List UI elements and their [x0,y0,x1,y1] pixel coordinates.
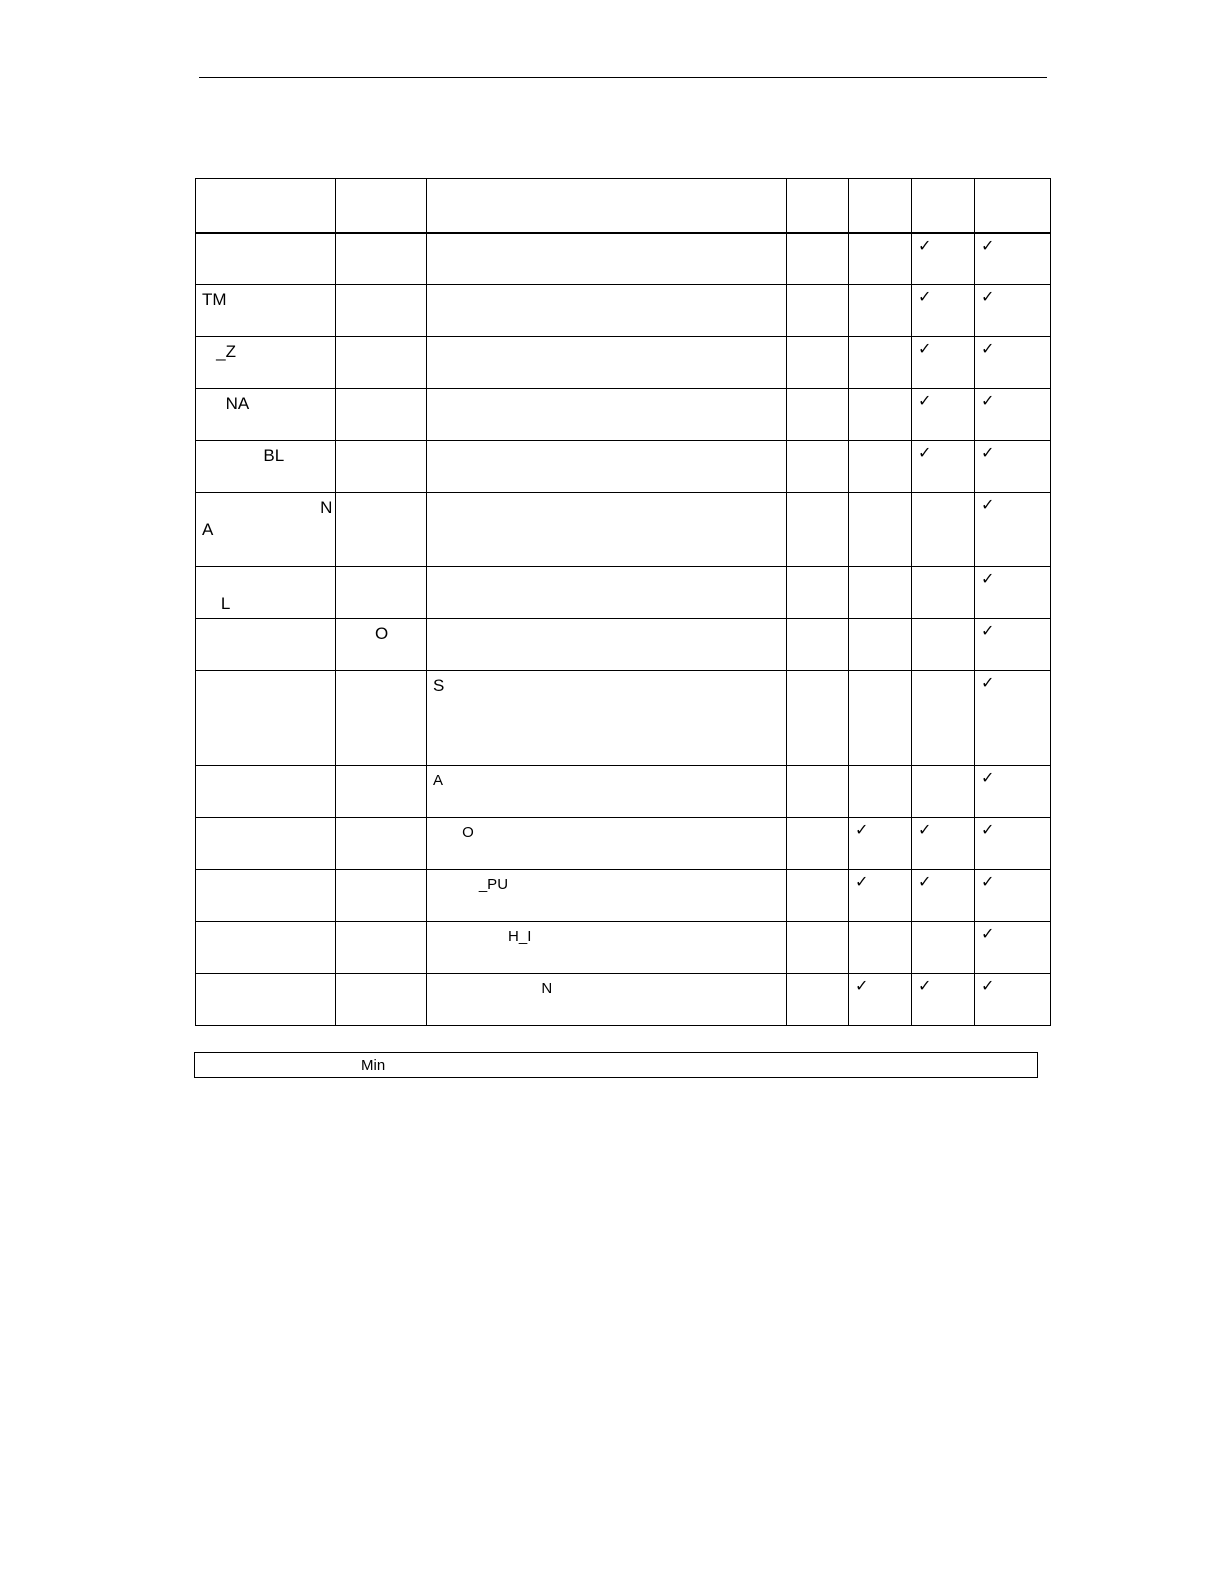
check-cell [912,233,975,285]
header-cell [787,179,849,233]
check-cell [975,389,1051,441]
check-cell [975,567,1051,619]
cell-text: _Z [202,342,237,361]
check-cell [975,766,1051,818]
header-cell [196,179,336,233]
check-cell [849,922,912,974]
cell-text: L [220,594,231,613]
check-cell [787,441,849,493]
checkmark-icon: ✓ [918,443,932,462]
table-cell [196,493,336,567]
footnote-text: Min [361,1057,386,1074]
table-cell [196,870,336,922]
cell-text: O [342,624,389,643]
table-cell [427,766,787,818]
feature-table [195,178,1051,1026]
table-cell [196,766,336,818]
table-cell [336,567,427,619]
checkmark-icon: ✓ [918,872,932,891]
table-cell [336,766,427,818]
header-cell [336,179,427,233]
checkmark-icon: ✓ [981,976,995,995]
check-cell [975,441,1051,493]
table-cell [196,441,336,493]
check-cell [849,974,912,1026]
table-row [196,567,1051,619]
check-cell [849,671,912,766]
table-cell [427,337,787,389]
check-cell [975,974,1051,1026]
table-cell [196,285,336,337]
table-cell [427,818,787,870]
checkmark-icon: ✓ [981,287,995,306]
checkmark-icon: ✓ [855,976,869,995]
check-cell [787,233,849,285]
table-body [196,179,1051,1026]
checkmark-icon: ✓ [981,768,995,787]
check-cell [912,922,975,974]
cell-text: _PU [433,876,509,893]
table-cell [196,619,336,671]
check-cell [975,233,1051,285]
checkmark-icon: ✓ [918,235,932,255]
table-row [196,974,1051,1026]
check-cell [975,619,1051,671]
check-cell [912,389,975,441]
table-row [196,493,1051,567]
table-cell [427,285,787,337]
table-cell [196,337,336,389]
check-cell [912,567,975,619]
check-cell [787,818,849,870]
checkmark-icon: ✓ [918,391,932,410]
checkmark-icon: ✓ [981,820,995,839]
checkmark-icon: ✓ [981,621,995,640]
cell-text: H_I [433,928,532,945]
checkmark-icon: ✓ [981,391,995,410]
checkmark-icon: ✓ [981,339,995,358]
check-cell [975,337,1051,389]
header-cell [975,179,1051,233]
table-cell [196,389,336,441]
check-cell [849,233,912,285]
checkmark-icon: ✓ [981,924,995,943]
check-cell [849,285,912,337]
check-cell [849,337,912,389]
cell-text: S [433,676,445,695]
check-cell [849,567,912,619]
table-row [196,389,1051,441]
table-cell [336,974,427,1026]
check-cell [912,337,975,389]
check-cell [849,441,912,493]
checkmark-icon: ✓ [981,872,995,891]
checkmark-icon: ✓ [855,872,869,891]
table-row [196,337,1051,389]
table-cell [336,493,427,567]
checkmark-icon: ✓ [918,339,932,358]
table-cell [427,619,787,671]
table-row [196,441,1051,493]
table-cell [336,671,427,766]
cell-text: N A [202,498,333,539]
check-cell [912,766,975,818]
check-cell [975,671,1051,766]
cell-text: N [433,980,553,997]
table-cell [427,389,787,441]
table-cell [427,922,787,974]
table-cell [427,567,787,619]
check-cell [975,818,1051,870]
table-cell [336,441,427,493]
table-cell [427,493,787,567]
table-cell [427,974,787,1026]
check-cell [787,870,849,922]
checkmark-icon: ✓ [918,287,932,306]
check-cell [912,441,975,493]
table-cell [336,337,427,389]
check-cell [849,766,912,818]
cell-text: TM [202,290,227,309]
check-cell [787,974,849,1026]
check-cell [787,766,849,818]
check-cell [849,619,912,671]
table-cell [336,922,427,974]
table-row [196,285,1051,337]
table-row [196,818,1051,870]
header-row [196,179,1051,233]
table-cell [196,567,336,619]
table-cell [336,619,427,671]
check-cell [975,870,1051,922]
table-row [196,922,1051,974]
checkmark-icon: ✓ [981,495,995,514]
check-cell [787,619,849,671]
table-cell [196,818,336,870]
check-cell [849,870,912,922]
table-row [196,671,1051,766]
table-cell [196,974,336,1026]
cell-text: O [433,824,474,841]
check-cell [787,671,849,766]
check-cell [975,285,1051,337]
check-cell [975,922,1051,974]
check-cell [787,337,849,389]
checkmark-icon: ✓ [918,820,932,839]
table-cell [196,233,336,285]
table-cell [336,818,427,870]
check-cell [912,974,975,1026]
check-cell [787,567,849,619]
table-row [196,870,1051,922]
table-cell [336,389,427,441]
checkmark-icon: ✓ [981,569,995,588]
table-cell [196,922,336,974]
table-cell [427,233,787,285]
table-row [196,766,1051,818]
check-cell [912,285,975,337]
check-cell [912,870,975,922]
check-cell [787,922,849,974]
check-cell [787,285,849,337]
table-row [196,233,1051,285]
check-cell [849,493,912,567]
footnote-box [194,1052,1038,1078]
check-cell [787,389,849,441]
cell-text: BL [202,446,285,465]
check-cell [787,493,849,567]
table-cell [336,870,427,922]
cell-text: NA [202,394,250,413]
checkmark-icon: ✓ [918,976,932,995]
table-cell [427,870,787,922]
table-cell [196,671,336,766]
check-cell [912,493,975,567]
header-cell [912,179,975,233]
checkmark-icon: ✓ [855,820,869,839]
check-cell [912,671,975,766]
header-rule [199,77,1047,78]
header-cell [849,179,912,233]
table-row [196,619,1051,671]
check-cell [849,389,912,441]
checkmark-icon: ✓ [981,443,995,462]
table-cell [427,441,787,493]
check-cell [912,619,975,671]
table-cell [427,671,787,766]
table-cell [336,285,427,337]
cell-text: A [433,772,444,789]
checkmark-icon: ✓ [981,673,995,692]
check-cell [975,493,1051,567]
checkmark-icon: ✓ [981,235,995,255]
table-cell [336,233,427,285]
check-cell [912,818,975,870]
header-cell [427,179,787,233]
check-cell [849,818,912,870]
